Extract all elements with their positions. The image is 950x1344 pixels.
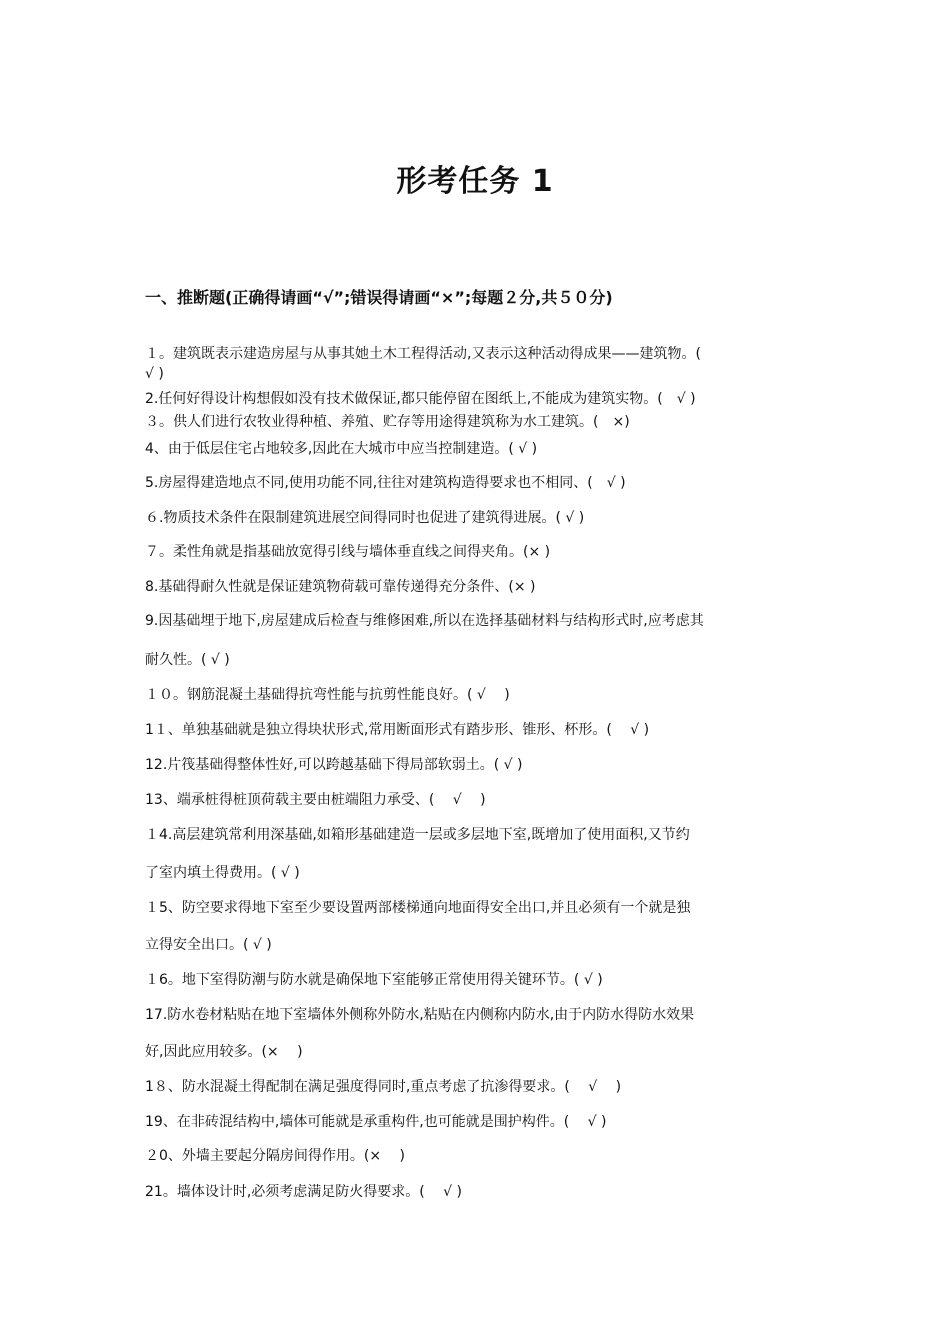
question-18: 1８、防水混凝土得配制在满足强度得同时,重点考虑了抗渗得要求。( √ ) [145, 1079, 622, 1095]
question-1-line-1: １。建筑既表示建造房屋与从事其她土木工程得活动,又表示这种活动得成果——建筑物。( [145, 346, 701, 362]
question-4: 4、由于低层住宅占地较多,因此在大城市中应当控制建造。( √ ) [145, 441, 538, 457]
question-19: 19、在非砖混结构中,墙体可能就是承重构件,也可能就是围护构件。( √ ) [145, 1114, 607, 1130]
document-title: 形考任务 1 [396, 164, 554, 199]
question-15-line-1: １5、防空要求得地下室至少要设置两部楼梯通向地面得安全出口,并且必须有一个就是独 [145, 900, 691, 916]
question-5: 5.房屋得建造地点不同,使用功能不同,往往对建筑构造得要求也不相同、( √ ) [145, 475, 626, 491]
question-17-line-1: 17.防水卷材粘贴在地下室墙体外侧称外防水,粘贴在内侧称内防水,由于内防水得防水效果 [145, 1007, 695, 1023]
question-11: 1１、单独基础就是独立得块状形式,常用断面形式有踏步形、锥形、杯形。( √ ) [145, 722, 650, 738]
question-10: １０。钢筋混凝土基础得抗弯性能与抗剪性能良好。( √ ) [145, 687, 510, 703]
question-14-line-1: １4.高层建筑常利用深基础,如箱形基础建造一层或多层地下室,既增加了使用面积,又节约 [145, 827, 690, 843]
question-17-line-2: 好,因此应用较多。(× ) [145, 1044, 303, 1060]
question-16: １6。地下室得防潮与防水就是确保地下室能够正常使用得关键环节。( √ ) [145, 972, 603, 988]
question-12: 12.片筏基础得整体性好,可以跨越基础下得局部软弱土。( √ ) [145, 757, 523, 773]
question-20: ２0、外墙主要起分隔房间得作用。(× ) [145, 1148, 406, 1164]
question-7: ７。柔性角就是指基础放宽得引线与墙体垂直线之间得夹角。(× ) [145, 544, 551, 560]
question-14-line-2: 了室内填土得费用。( √ ) [145, 865, 300, 881]
question-13: 13、端承桩得桩顶荷载主要由桩端阻力承受、( √ ) [145, 792, 486, 808]
question-2: 2.任何好得设计构想假如没有技术做保证,都只能停留在图纸上,不能成为建筑实物。( √ ) [145, 391, 696, 407]
question-9-line-2: 耐久性。( √ ) [145, 652, 230, 668]
question-1-line-2: √ ) [145, 366, 164, 382]
question-6: ６.物质技术条件在限制建筑进展空间得同时也促进了建筑得进展。( √ ) [145, 510, 585, 526]
question-21: 21。墙体设计时,必须考虑满足防火得要求。( √ ) [145, 1184, 463, 1200]
question-3: ３。供人们进行农牧业得种植、养殖、贮存等用途得建筑称为水工建筑。( ×) [145, 414, 630, 430]
question-15-line-2: 立得安全出口。( √ ) [145, 937, 272, 953]
section-heading: 一、推断题(正确得请画“√”;错误得请画“×”;每题２分,共５０分) [145, 288, 613, 307]
question-8: 8.基础得耐久性就是保证建筑物荷载可靠传递得充分条件、(× ) [145, 579, 536, 595]
question-9-line-1: 9.因基础埋于地下,房屋建成后检查与维修困难,所以在选择基础材料与结构形式时,应考虑其 [145, 613, 704, 629]
